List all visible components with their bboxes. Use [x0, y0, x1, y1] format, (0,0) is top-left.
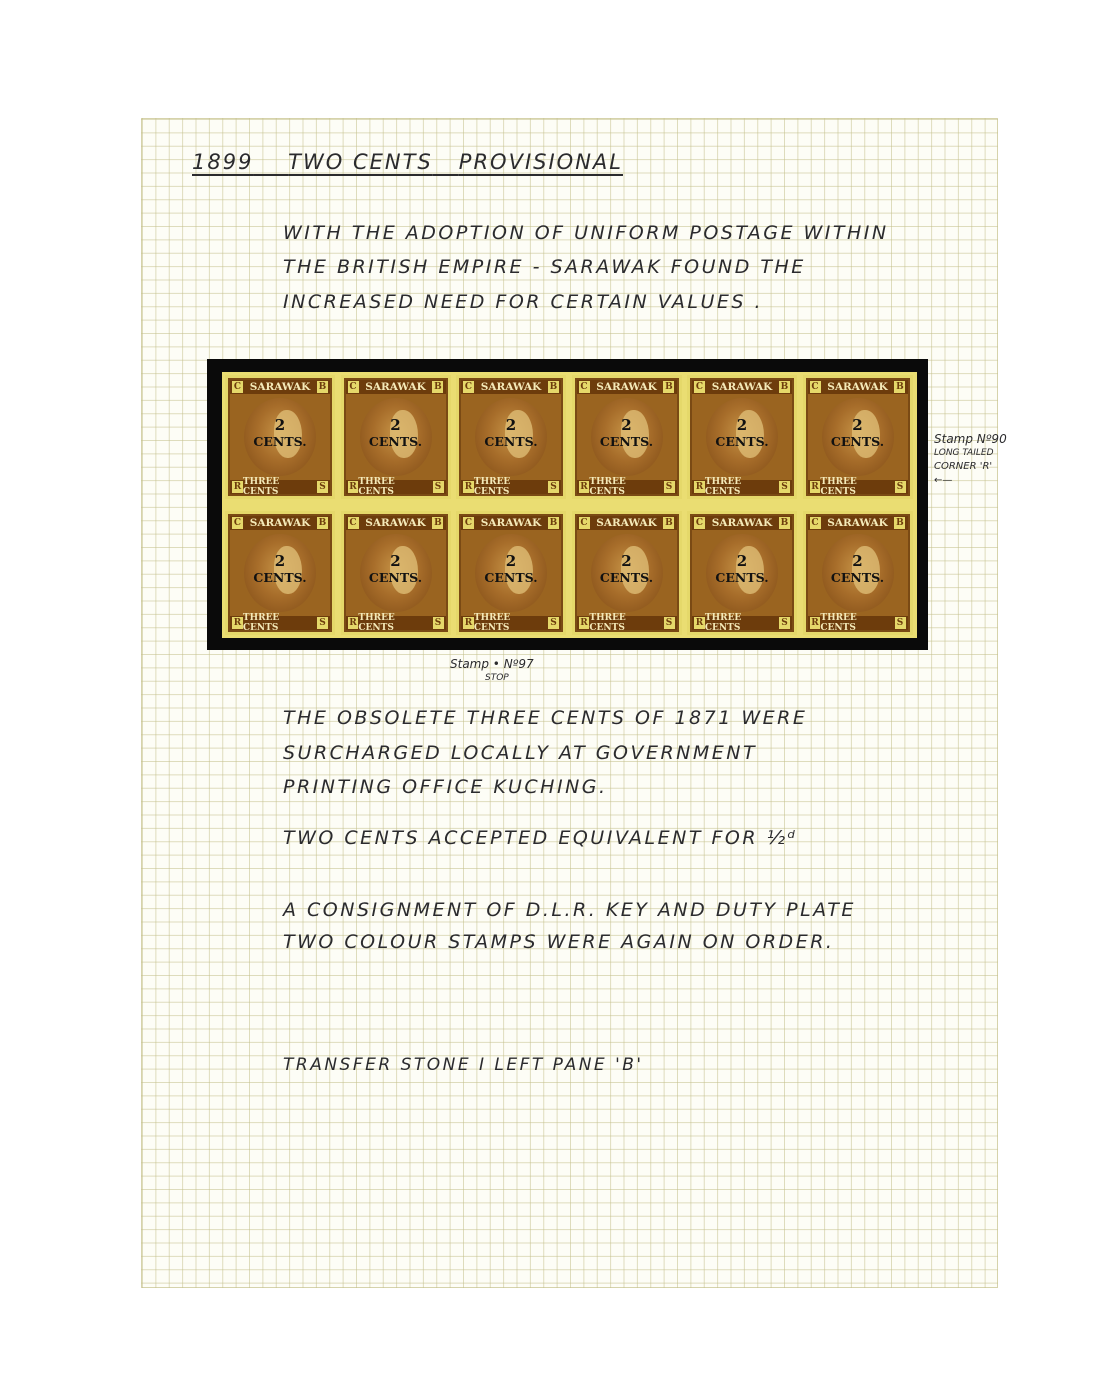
stamp-value: THREE CENTS [242, 613, 280, 633]
stamp-country: SARAWAK [827, 381, 888, 393]
stamp-corner-tr: B [318, 382, 327, 392]
stamp-corner-tr: B [434, 518, 442, 528]
surcharge-text: CENTS. [253, 570, 307, 585]
stamp-corner-br: S [548, 617, 559, 629]
stamp-corner-bl: R [464, 482, 473, 492]
stamp-corner-tl: C [464, 518, 473, 528]
stamp-design [806, 514, 910, 632]
stamp-corner-tl: C [580, 382, 588, 392]
annotation-stamp-90-line-3: CORNER 'R' [934, 461, 993, 472]
stamp-design [690, 514, 794, 632]
surcharge-text: CENTS. [830, 570, 885, 585]
intro-line-1: WITH THE ADOPTION OF UNIFORM POSTAGE WITHIN [283, 222, 889, 244]
stamp-corner-tl: C [811, 518, 819, 528]
stamp-value: THREE CENTS [704, 477, 742, 497]
surcharge-text: CENTS. [484, 434, 538, 449]
stamp [341, 511, 451, 635]
stamp-corner-bl: R [811, 618, 819, 628]
title-year: 1899 [192, 150, 254, 174]
stamp-corner-br: S [779, 481, 790, 493]
annotation-stamp-90-line-2: LONG TAILED [934, 448, 994, 458]
stamp-bottom-band [692, 477, 792, 497]
annotation-stamp-97-line-2: STOP [485, 673, 509, 683]
stamp-corner-tr: B [549, 382, 558, 392]
stamp-bottom-band [346, 477, 446, 497]
stamp-corner-tr: B [896, 518, 904, 528]
intro-line-3: INCREASED NEED FOR CERTAIN VALUES . [283, 291, 764, 313]
surcharge-value: 2 [274, 552, 286, 570]
stamp-country: SARAWAK [365, 517, 426, 529]
stamp-bottom-band [461, 613, 561, 633]
stamp-top-band [346, 516, 446, 530]
stamp-top-band [577, 380, 677, 394]
surcharge-text: CENTS. [830, 434, 885, 449]
stamp [341, 375, 451, 499]
stamp-bottom-band [692, 613, 792, 633]
stamp-bottom-band [230, 613, 330, 633]
annotation-stamp-97-line-1: Stamp • Nº97 [450, 657, 534, 671]
stamp-corner-tl: C [695, 382, 704, 392]
stamp-top-band [461, 516, 561, 530]
body-line-1: THE OBSOLETE THREE CENTS OF 1871 WERE [283, 707, 808, 729]
stamp-bottom-band [808, 477, 908, 497]
stamp-design [575, 514, 679, 632]
stamp-corner-tr: B [780, 382, 789, 392]
surcharge-value: 2 [621, 552, 632, 570]
stamp-value: THREE CENTS [820, 477, 857, 497]
stamp-corner-tr: B [549, 518, 558, 528]
stamp-corner-tr: B [780, 518, 789, 528]
stamp-corner-br: S [895, 617, 906, 629]
body-line-7: TRANSFER STONE I LEFT PANE 'B' [283, 1055, 644, 1075]
stamp-value: THREE CENTS [358, 613, 395, 633]
stamp-corner-bl: R [349, 618, 357, 628]
surcharge-text: CENTS. [253, 434, 307, 449]
stamp-value: THREE CENTS [704, 613, 742, 633]
surcharge-text: CENTS. [599, 434, 654, 449]
stamp-corner-bl: R [811, 482, 819, 492]
stamp-corner-br: S [317, 617, 328, 629]
stamp-corner-br: S [664, 481, 675, 493]
stamp-corner-bl: R [580, 482, 588, 492]
stamp-value: THREE CENTS [473, 613, 511, 633]
stamp-design [459, 514, 563, 632]
stamp-design [344, 514, 448, 632]
annotation-stamp-97 [450, 657, 534, 685]
stamp-country: SARAWAK [365, 381, 426, 393]
stamp-design [344, 378, 448, 496]
surcharge-value: 2 [505, 552, 517, 570]
surcharge-text: CENTS. [715, 434, 769, 449]
surcharge-value: 2 [274, 416, 286, 434]
stamp-country: SARAWAK [596, 381, 657, 393]
surcharge-text: CENTS. [368, 570, 423, 585]
stamp-corner-br: S [779, 617, 790, 629]
stamp-corner-br: S [433, 617, 444, 629]
body-line-2: SURCHARGED LOCALLY AT GOVERNMENT [283, 742, 758, 764]
stamp [456, 375, 566, 499]
surcharge-text: CENTS. [368, 434, 423, 449]
stamp-top-band [808, 380, 908, 394]
stamp-top-band [230, 380, 330, 394]
stamp-corner-tl: C [233, 518, 242, 528]
stamp-value: THREE CENTS [820, 613, 857, 633]
surcharge-text: CENTS. [484, 570, 538, 585]
stamp-top-band [346, 380, 446, 394]
stamp-corner-bl: R [695, 618, 704, 628]
stamp-corner-tr: B [434, 382, 442, 392]
stamp [803, 511, 913, 635]
surcharge-value: 2 [736, 552, 748, 570]
stamp-value: THREE CENTS [473, 477, 511, 497]
stamp-corner-tl: C [349, 518, 357, 528]
stamp-corner-br: S [317, 481, 328, 493]
body-line-5: A CONSIGNMENT OF D.L.R. KEY AND DUTY PLATE [283, 899, 856, 921]
body-line-6: TWO COLOUR STAMPS WERE AGAIN ON ORDER. [283, 931, 835, 953]
stamp-design [228, 514, 332, 632]
stamp-corner-tr: B [318, 518, 327, 528]
stamp [225, 511, 335, 635]
stamp-corner-bl: R [233, 482, 242, 492]
surcharge-value: 2 [621, 416, 632, 434]
stamp-corner-tl: C [464, 382, 473, 392]
stamp-design [228, 378, 332, 496]
stamp-country: SARAWAK [480, 517, 542, 529]
stamp-bottom-band [808, 613, 908, 633]
stamp-corner-tl: C [580, 518, 588, 528]
body-line-3: PRINTING OFFICE KUCHING. [283, 776, 608, 798]
surcharge-text: CENTS. [599, 570, 654, 585]
stamp-value: THREE CENTS [358, 477, 395, 497]
stamp-corner-br: S [895, 481, 906, 493]
stamp-corner-bl: R [464, 618, 473, 628]
surcharge-text: CENTS. [715, 570, 769, 585]
stamp-corner-bl: R [349, 482, 357, 492]
stamp-corner-tl: C [233, 382, 242, 392]
intro-line-2: THE BRITISH EMPIRE - SARAWAK FOUND THE [283, 256, 806, 278]
stamp-value: THREE CENTS [242, 477, 280, 497]
stamp-bottom-band [346, 613, 446, 633]
stamp-top-band [230, 516, 330, 530]
stamp-corner-tl: C [695, 518, 704, 528]
stamp-design [806, 378, 910, 496]
body-line-4: TWO CENTS ACCEPTED EQUIVALENT FOR ½ᵈ [283, 827, 798, 849]
stamp-bottom-band [577, 613, 677, 633]
stamp-top-band [808, 516, 908, 530]
stamp [456, 511, 566, 635]
stamp-country: SARAWAK [827, 517, 888, 529]
stamp-bottom-band [461, 477, 561, 497]
surcharge-value: 2 [390, 552, 401, 570]
stamp-value: THREE CENTS [589, 613, 626, 633]
stamp-country: SARAWAK [711, 517, 773, 529]
stamp-corner-br: S [548, 481, 559, 493]
stamp-corner-bl: R [580, 618, 588, 628]
annotation-stamp-90 [934, 432, 1007, 488]
stamp-value: THREE CENTS [589, 477, 626, 497]
stamp [803, 375, 913, 499]
stamp-corner-tr: B [896, 382, 904, 392]
arrow-left-icon: ←— [934, 475, 953, 486]
stamp [687, 511, 797, 635]
stamp-corner-tr: B [665, 382, 673, 392]
stamp-corner-tl: C [349, 382, 357, 392]
stamp-design [459, 378, 563, 496]
stamp-top-band [461, 380, 561, 394]
annotation-stamp-90-line-1: Stamp Nº90 [934, 432, 1007, 446]
stamp [572, 511, 682, 635]
stamp-country: SARAWAK [596, 517, 657, 529]
stamp [225, 375, 335, 499]
surcharge-value: 2 [852, 416, 863, 434]
stamp-design [575, 378, 679, 496]
stamp-corner-tr: B [665, 518, 673, 528]
stamp-block [222, 372, 917, 638]
stamp-top-band [692, 380, 792, 394]
stamp-corner-bl: R [233, 618, 242, 628]
stamp-country: SARAWAK [249, 517, 311, 529]
stamp-bottom-band [577, 477, 677, 497]
stamp-bottom-band [230, 477, 330, 497]
stamp [687, 375, 797, 499]
stamp-design [690, 378, 794, 496]
stamp [572, 375, 682, 499]
stamp-country: SARAWAK [711, 381, 773, 393]
stamp-corner-br: S [433, 481, 444, 493]
title-two-cents: TWO CENTS [288, 150, 433, 174]
stamp-country: SARAWAK [480, 381, 542, 393]
surcharge-value: 2 [736, 416, 748, 434]
stamp-top-band [577, 516, 677, 530]
stamp-corner-br: S [664, 617, 675, 629]
stamp-corner-tl: C [811, 382, 819, 392]
stamp-country: SARAWAK [249, 381, 311, 393]
surcharge-value: 2 [390, 416, 401, 434]
surcharge-value: 2 [852, 552, 863, 570]
surcharge-value: 2 [505, 416, 517, 434]
stamp-corner-bl: R [695, 482, 704, 492]
title-provisional: PROVISIONAL [458, 150, 623, 174]
page-title [192, 150, 623, 174]
stamp-top-band [692, 516, 792, 530]
